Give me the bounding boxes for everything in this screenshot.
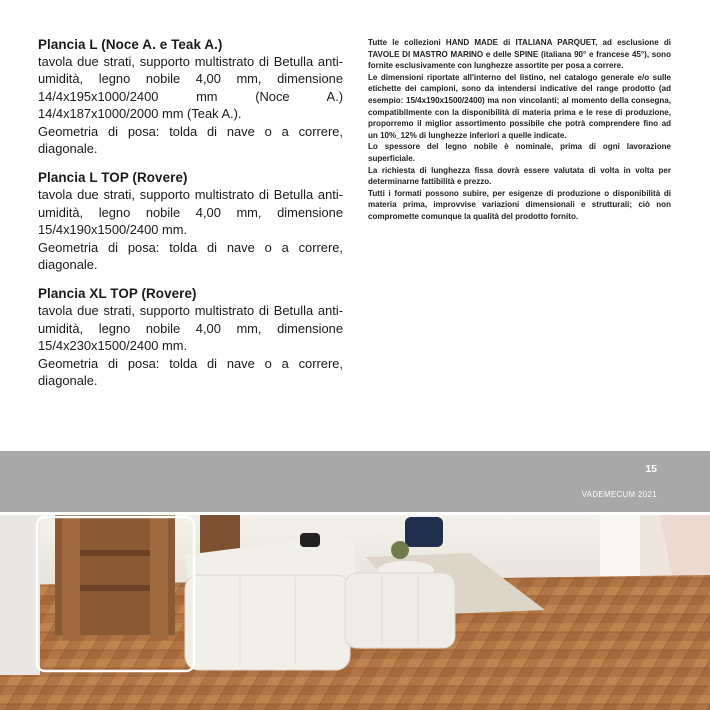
product-description: tavola due strati, supporto multistrato di Betulla anti-umidità, legno nobile 4,00 mm, dimensione 15/4x230x1500/2400 mm. (38, 303, 343, 354)
note-paragraph: Lo spessore del legno nobile è nominale, prima di ogni lavorazione superficiale. (368, 142, 671, 163)
product-geometry: Geometria di posa: tolda di nave o a correre, diagonale. (38, 239, 343, 273)
note-paragraph: Tutti i formati possono subire, per esigenze di produzione o disponibilità di materia prima, improvvise variazioni dimensionali e strutturali; ciò non compromette comunque la qualità del prodotto fornito. (368, 188, 671, 221)
product-list (38, 36, 343, 402)
note-paragraph: La richiesta di lunghezza fissa dovrà essere valutata di volta in volta per determinarne fattibilità e prezzo. (368, 165, 671, 187)
product-section-plancia-l (38, 36, 343, 157)
product-geometry: Geometria di posa: tolda di nave o a correre, diagonale. (38, 123, 343, 157)
footer-label: VADEMECUM 2021 (581, 490, 657, 499)
product-description: tavola due strati, supporto multistrato di Betulla anti-umidità, legno nobile 4,00 mm, dimensione 15/4x190x1500/2400 mm. (38, 187, 343, 238)
product-description: tavola due strati, supporto multistrato di Betulla anti-umidità, legno nobile 4,00 mm, dimensione 14/4x195x1000/2400 mm (Noce A.) 14/4x187x1000/2000 mm (Teak A.). (38, 54, 343, 122)
page-number: 15 (645, 463, 657, 475)
footer-band (0, 451, 710, 512)
product-title: Plancia L TOP (Rovere) (38, 170, 188, 186)
product-section-plancia-xl-top (38, 285, 343, 389)
note-paragraph: Le dimensioni riportate all'interno del listino, nel catalogo generale e/o sulle etichette dei campioni, sono da intendersi indicative del range prodotto (ad esempio: 15/4x190x1500/2400) ma non vincolanti; al momento della consegna, compatibilmente con la disponibilità di materia prima e le rese di produzione, proporremo il miglior assortimento possibile che potrà comprendere fino ad un 10%_12% di lunghezze inferiori a quelle indicate. (368, 72, 671, 140)
product-geometry: Geometria di posa: tolda di nave o a correre, diagonale. (38, 355, 343, 389)
product-title: Plancia XL TOP (Rovere) (38, 286, 197, 302)
product-title: Plancia L (Noce A. e Teak A.) (38, 37, 223, 52)
interior-photo-illustration (0, 515, 710, 710)
notes-column (368, 37, 671, 223)
interior-photo (0, 515, 710, 710)
product-section-plancia-l-top (38, 169, 343, 273)
note-paragraph: Tutte le collezioni HAND MADE di ITALIANA PARQUET, ad esclusione di TAVOLE DI MASTRO MARINO e delle SPINE (italiana 90° e francese 45°), sono fornite esclusivamente con lunghezze assortite per posa a correre. (368, 38, 671, 71)
